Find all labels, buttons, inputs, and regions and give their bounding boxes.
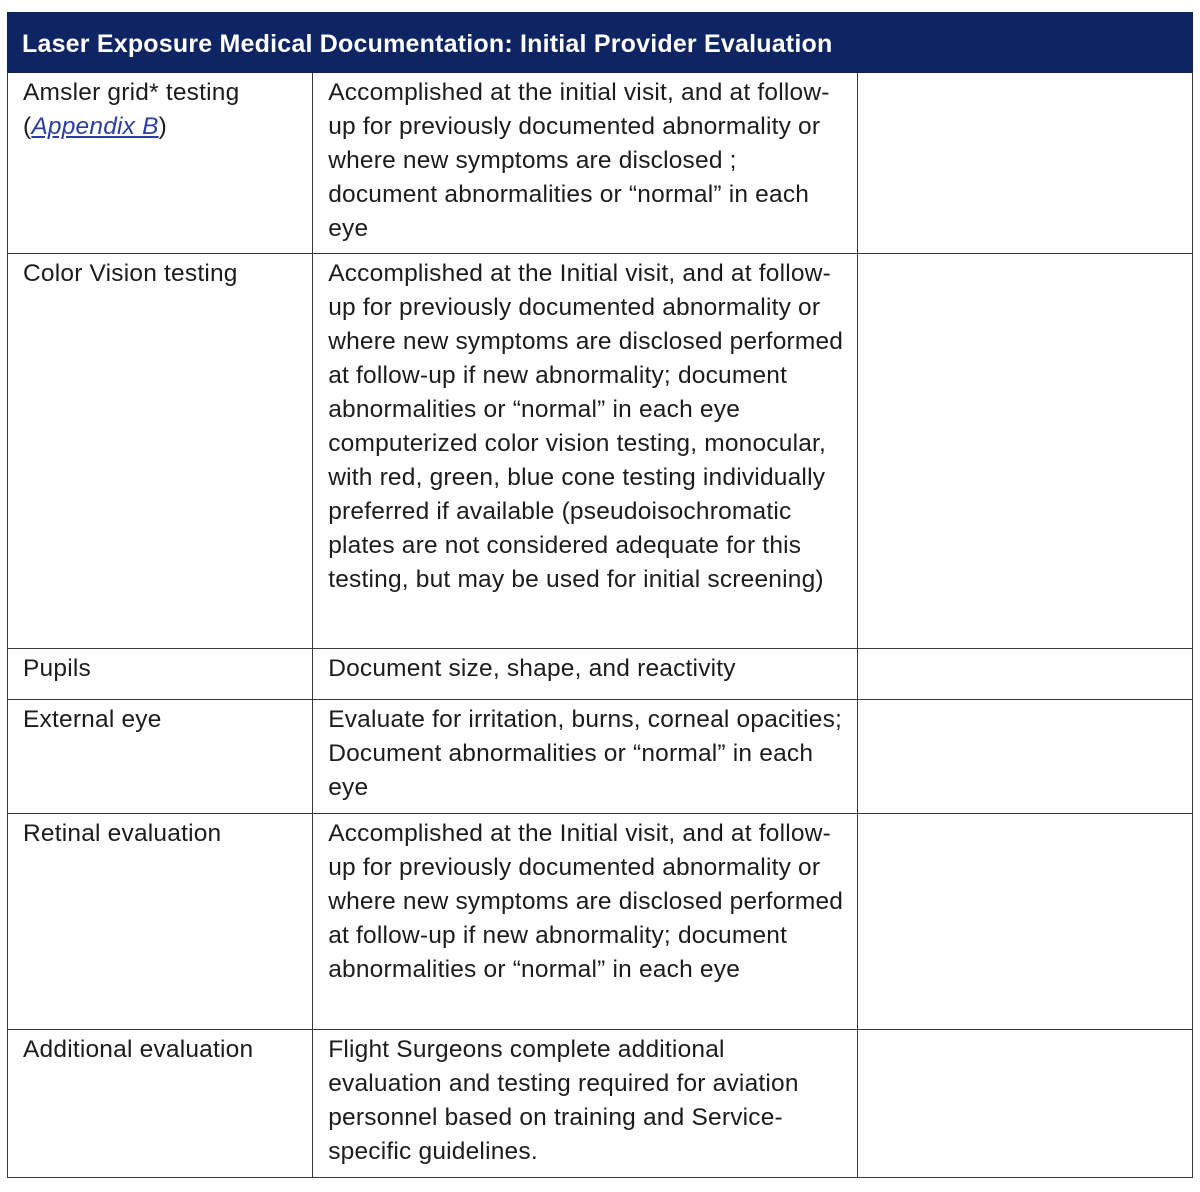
- row-notes-cell[interactable]: [858, 814, 1193, 1030]
- row-notes-cell[interactable]: [858, 73, 1193, 254]
- row-notes-cell[interactable]: [858, 649, 1193, 700]
- row-label: Amsler grid* testing: [23, 79, 240, 106]
- evaluation-table: [7, 12, 1193, 1178]
- row-label: Pupils: [8, 649, 313, 700]
- row-description: Accomplished at the Initial visit, and at follow-up for previously documented abnormality or where new symptoms are disclosed performed at follow-up if new abnormality; document abnormalities or “normal” in each eye computerized color vision testing, monocular, with red, green, blue cone testing individually preferred if available (pseudoisochromatic plates are not considered adequate for this testing, but may be used for initial screening): [313, 254, 858, 649]
- table-row: [8, 1030, 1193, 1178]
- row-description: Flight Surgeons complete additional evaluation and testing required for aviation personnel based on training and Service-specific guidelines.: [313, 1030, 858, 1178]
- table-title: Laser Exposure Medical Documentation: Initial Provider Evaluation: [8, 13, 1193, 73]
- table-header-row: [8, 13, 1193, 73]
- row-description: Evaluate for irritation, burns, corneal opacities; Document abnormalities or “normal” in each eye: [313, 700, 858, 814]
- row-description: Accomplished at the Initial visit, and at follow-up for previously documented abnormality or where new symptoms are disclosed performed at follow-up if new abnormality; document abnormalities or “normal” in each eye: [313, 814, 858, 1030]
- row-label: Retinal evaluation: [8, 814, 313, 1030]
- row-label-cell: [8, 73, 313, 254]
- table-row: [8, 254, 1193, 649]
- link-suffix: ): [158, 113, 168, 140]
- row-label: Color Vision testing: [8, 254, 313, 649]
- row-description: Document size, shape, and reactivity: [313, 649, 858, 700]
- row-notes-cell[interactable]: [858, 700, 1193, 814]
- row-notes-cell[interactable]: [858, 1030, 1193, 1178]
- table-row: [8, 700, 1193, 814]
- link-prefix: (: [23, 113, 32, 140]
- row-description: Accomplished at the initial visit, and at follow-up for previously documented abnormality or where new symptoms are disclosed ; document abnormalities or “normal” in each eye: [313, 73, 858, 254]
- table-row: [8, 649, 1193, 700]
- appendix-b-link[interactable]: Appendix B: [31, 113, 159, 140]
- table-row: [8, 73, 1193, 254]
- row-label: External eye: [8, 700, 313, 814]
- row-label: Additional evaluation: [8, 1030, 313, 1178]
- table-row: [8, 814, 1193, 1030]
- row-notes-cell[interactable]: [858, 254, 1193, 649]
